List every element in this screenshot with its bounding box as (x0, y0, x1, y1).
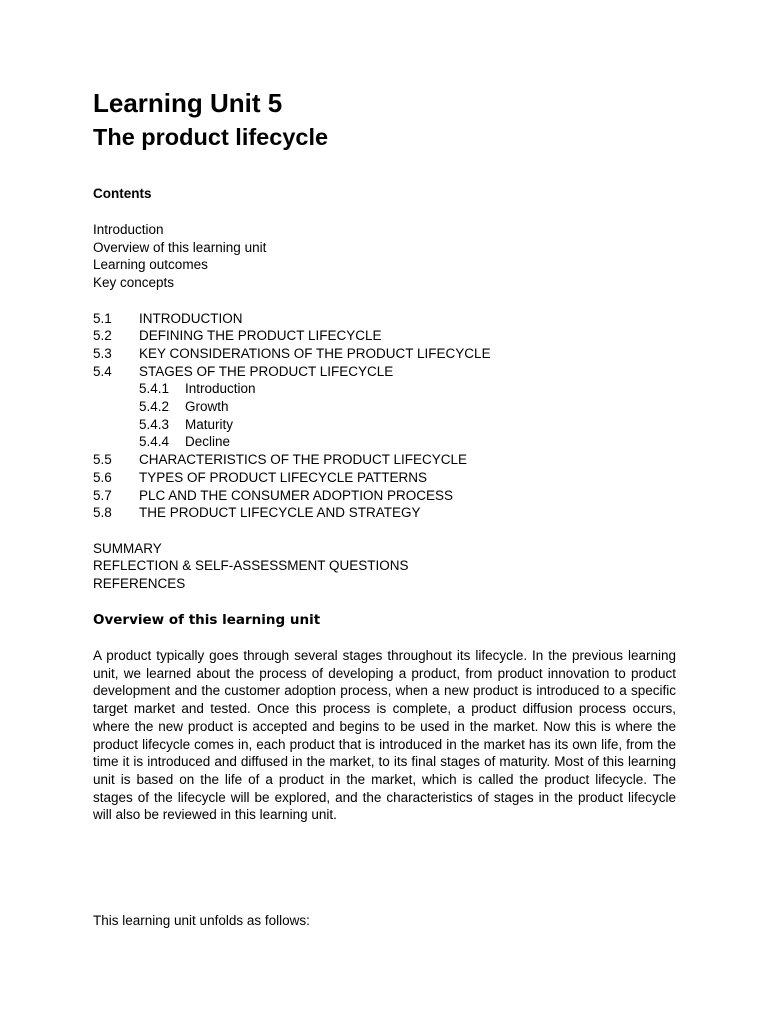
contents-end-item: SUMMARY (93, 540, 162, 556)
section-number: 5.1 (93, 310, 112, 326)
contents-section-row (93, 487, 453, 505)
contents-intro-item: Introduction (93, 222, 164, 237)
contents-subsection-row (139, 398, 229, 416)
contents-subsection-row (139, 416, 233, 434)
contents-section-row (93, 504, 421, 522)
contents-intro-item: Overview of this learning unit (93, 239, 267, 255)
subsection-number: 5.4.3 (139, 416, 170, 432)
contents-section-row (93, 363, 393, 381)
section-title: KEY CONSIDERATIONS OF THE PRODUCT LIFECYCLE (139, 345, 491, 361)
contents-subsection-row (139, 380, 256, 398)
contents-end-item: REFLECTION & SELF-ASSESSMENT QUESTIONS (93, 558, 409, 574)
subsection-title: Decline (185, 434, 231, 450)
contents-end-item: REFERENCES (93, 576, 186, 591)
overview-paragraph: A product typically goes through several stages throughout its lifecycle. In the previous learning unit, we learned about the process of developing a product, from product innovation to product development and the customer adoption process, when a new product is introduced to a specific target market and tested. Once this process is complete, a product diffusion process occurs, where the new product is accepted and begins to be used in the market. Now this is where the product lifecycle comes in, each product that is introduced in the market has its own life, from the time it is introduced and diffused in the market, to its final stages of maturity. Most of this learning unit is based on the life of a product in the market, which is called the product lifecycle. The stages of the lifecycle will be explored, and the characteristics of stages in the product lifecycle will also be reviewed in this learning unit. (93, 648, 676, 823)
section-title: CHARACTERISTICS OF THE PRODUCT LIFECYCLE (139, 452, 468, 468)
section-number: 5.2 (93, 328, 112, 344)
contents-section-row (93, 310, 243, 328)
subsection-number: 5.4.4 (139, 434, 170, 450)
section-title: PLC AND THE CONSUMER ADOPTION PROCESS (139, 487, 454, 503)
unfolds-text: This learning unit unfolds as follows: (93, 913, 310, 928)
contents-intro-item: Learning outcomes (93, 257, 208, 273)
subsection-title: Growth (185, 399, 229, 414)
subsection-title: Maturity (185, 416, 234, 432)
contents-heading: Contents (93, 186, 152, 201)
section-title: INTRODUCTION (139, 310, 243, 326)
overview-heading: Overview of this learning unit (93, 612, 321, 628)
section-title: THE PRODUCT LIFECYCLE AND STRATEGY (139, 505, 421, 521)
section-number: 5.8 (93, 505, 112, 521)
contents-section-row (93, 451, 467, 469)
subsection-title: Introduction (185, 381, 256, 397)
section-number: 5.3 (93, 345, 112, 361)
section-number: 5.6 (93, 469, 112, 485)
contents-subsection-row (139, 433, 230, 451)
section-title: TYPES OF PRODUCT LIFECYCLE PATTERNS (139, 469, 428, 485)
contents-intro-item: Key concepts (93, 275, 175, 291)
section-number: 5.7 (93, 487, 112, 503)
section-number: 5.4 (93, 363, 112, 379)
contents-section-row (93, 327, 382, 345)
subsection-number: 5.4.2 (139, 399, 170, 414)
contents-section-row (93, 345, 491, 363)
unit-title: Learning Unit 5 (93, 88, 283, 118)
section-number: 5.5 (93, 452, 112, 468)
section-title: DEFINING THE PRODUCT LIFECYCLE (139, 328, 382, 344)
contents-section-row (93, 469, 427, 487)
subsection-number: 5.4.1 (139, 381, 170, 397)
unit-subtitle: The product lifecycle (93, 124, 329, 150)
section-title: STAGES OF THE PRODUCT LIFECYCLE (139, 363, 394, 379)
